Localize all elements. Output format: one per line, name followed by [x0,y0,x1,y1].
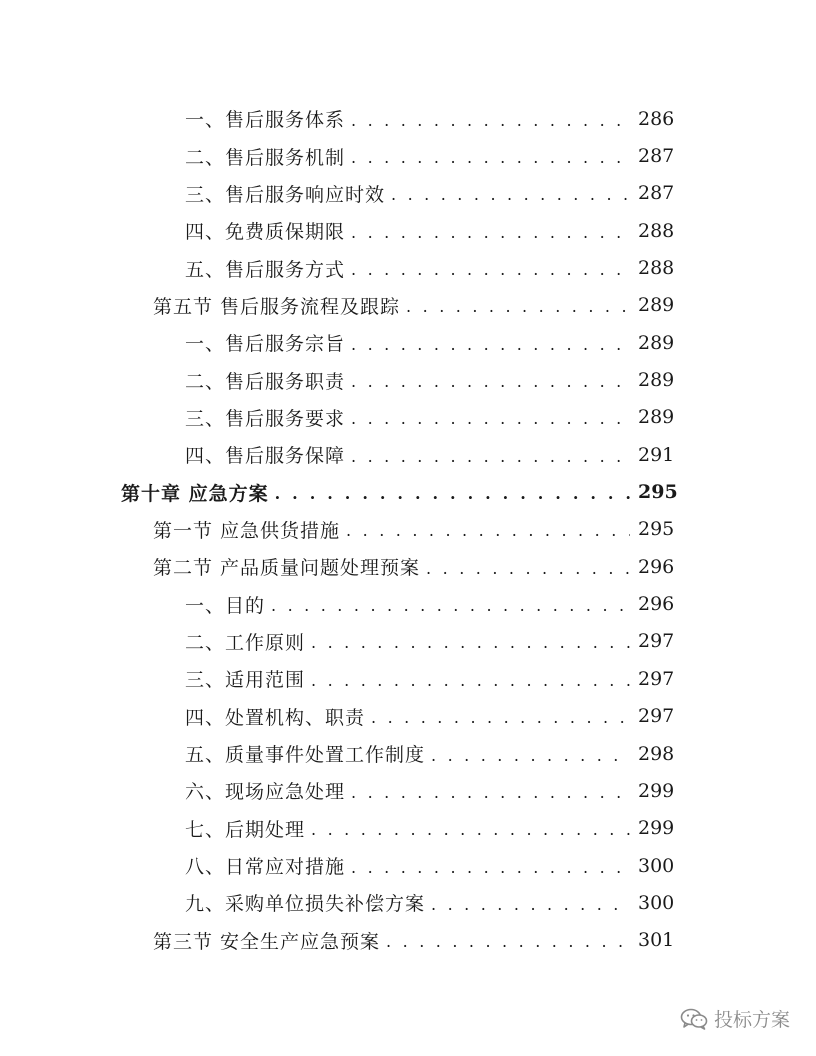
toc-entry[interactable] [0,399,816,436]
wechat-icon [680,1007,708,1031]
toc-entry[interactable] [0,623,816,660]
toc-dot-leader [351,374,630,390]
toc-entry-page: 291 [638,443,675,466]
toc-dot-leader [275,486,630,502]
toc-dot-leader [351,225,630,241]
toc-entry-title: 第二节 产品质量问题处理预案 [153,557,421,580]
toc-entry-title: 一、售后服务宗旨 [185,333,346,356]
toc-entry-page: 289 [638,369,675,392]
toc-entry[interactable] [0,698,816,735]
toc-entry[interactable] [0,361,816,398]
toc-entry-page: 298 [638,742,675,765]
toc-entry[interactable] [0,212,816,249]
toc-dot-leader [351,411,630,427]
toc-entry-title: 九、采购单位损失补偿方案 [185,893,426,916]
toc-entry-page: 295 [638,481,678,504]
toc-entry[interactable] [0,922,816,959]
toc-entry-page: 286 [638,107,675,130]
toc-entry-page: 296 [638,593,675,616]
toc-entry[interactable] [0,324,816,361]
toc-entry[interactable] [0,137,816,174]
toc-entry-title: 八、日常应对措施 [185,856,346,879]
toc-entry[interactable] [0,884,816,921]
toc-dot-leader [391,187,630,203]
toc-entry-page: 300 [638,854,675,877]
toc-entry-page: 288 [638,257,675,280]
toc-entry-title: 第五节 售后服务流程及跟踪 [153,295,401,318]
toc-entry-page: 299 [638,817,675,840]
toc-dot-leader [351,337,630,353]
toc-dot-leader [311,822,630,838]
toc-entry-title: 二、售后服务职责 [185,370,346,393]
toc-dot-leader [351,860,630,876]
toc-entry-page: 288 [638,219,675,242]
toc-entry[interactable] [0,249,816,286]
toc-entry-title: 三、适用范围 [185,669,306,692]
toc-entry-page: 297 [638,630,675,653]
toc-entry-page: 295 [638,518,675,541]
toc-entry-page: 301 [638,929,675,952]
toc-entry-title: 四、处置机构、职责 [185,706,366,729]
toc-entry[interactable] [0,287,816,324]
toc-dot-leader [311,635,630,651]
toc-dot-leader [351,449,630,465]
toc-entry[interactable] [0,548,816,585]
toc-dot-leader [426,561,630,577]
toc-dot-leader [431,748,630,764]
toc-entry-title: 四、免费质保期限 [185,221,346,244]
toc-entry[interactable] [0,772,816,809]
toc-dot-leader [346,523,630,539]
toc-dot-leader [271,598,630,614]
toc-entry[interactable] [0,436,816,473]
toc-entry-title: 四、售后服务保障 [185,445,346,468]
toc-entry-title: 一、售后服务体系 [185,109,346,132]
toc-entry-page: 300 [638,891,675,914]
toc-dot-leader [406,299,630,315]
toc-dot-leader [351,150,630,166]
watermark-text: 投标方案 [713,1009,790,1031]
toc-dot-leader [371,710,630,726]
toc-dot-leader [311,673,630,689]
toc-entry[interactable] [0,810,816,847]
toc-entry-page: 287 [638,145,675,168]
toc-entry-title: 第一节 应急供货措施 [153,519,341,542]
toc-dot-leader [386,934,630,950]
toc-entry-title: 一、目的 [185,594,266,617]
toc-entry-page: 289 [638,331,675,354]
watermark [680,1005,790,1032]
toc-dot-leader [351,785,630,801]
toc-entry-page: 297 [638,705,675,728]
toc-entry[interactable] [0,473,816,510]
toc-entry-page: 287 [638,182,675,205]
toc-entry-title: 二、售后服务机制 [185,146,346,169]
toc-entry-title: 六、现场应急处理 [185,781,346,804]
toc-entry-page: 296 [638,555,675,578]
toc-entry-title: 七、后期处理 [185,818,306,841]
toc-entry-page: 297 [638,667,675,690]
toc-entry-title: 三、售后服务响应时效 [185,183,386,206]
toc-entry-page: 289 [638,406,675,429]
toc-entry[interactable] [0,735,816,772]
table-of-contents [0,100,816,959]
toc-entry-title: 第十章 应急方案 [121,482,269,505]
toc-entry[interactable] [0,511,816,548]
toc-entry[interactable] [0,175,816,212]
toc-entry-page: 289 [638,294,675,317]
toc-entry-title: 第三节 安全生产应急预案 [153,930,381,953]
toc-entry[interactable] [0,847,816,884]
toc-dot-leader [351,113,630,129]
toc-dot-leader [431,897,630,913]
toc-entry[interactable] [0,660,816,697]
toc-entry[interactable] [0,100,816,137]
toc-entry-title: 三、售后服务要求 [185,407,346,430]
toc-entry-title: 二、工作原则 [185,631,306,654]
toc-entry[interactable] [0,585,816,622]
toc-entry-title: 五、质量事件处置工作制度 [185,744,426,767]
toc-entry-page: 299 [638,779,675,802]
toc-entry-title: 五、售后服务方式 [185,258,346,281]
toc-dot-leader [351,262,630,278]
